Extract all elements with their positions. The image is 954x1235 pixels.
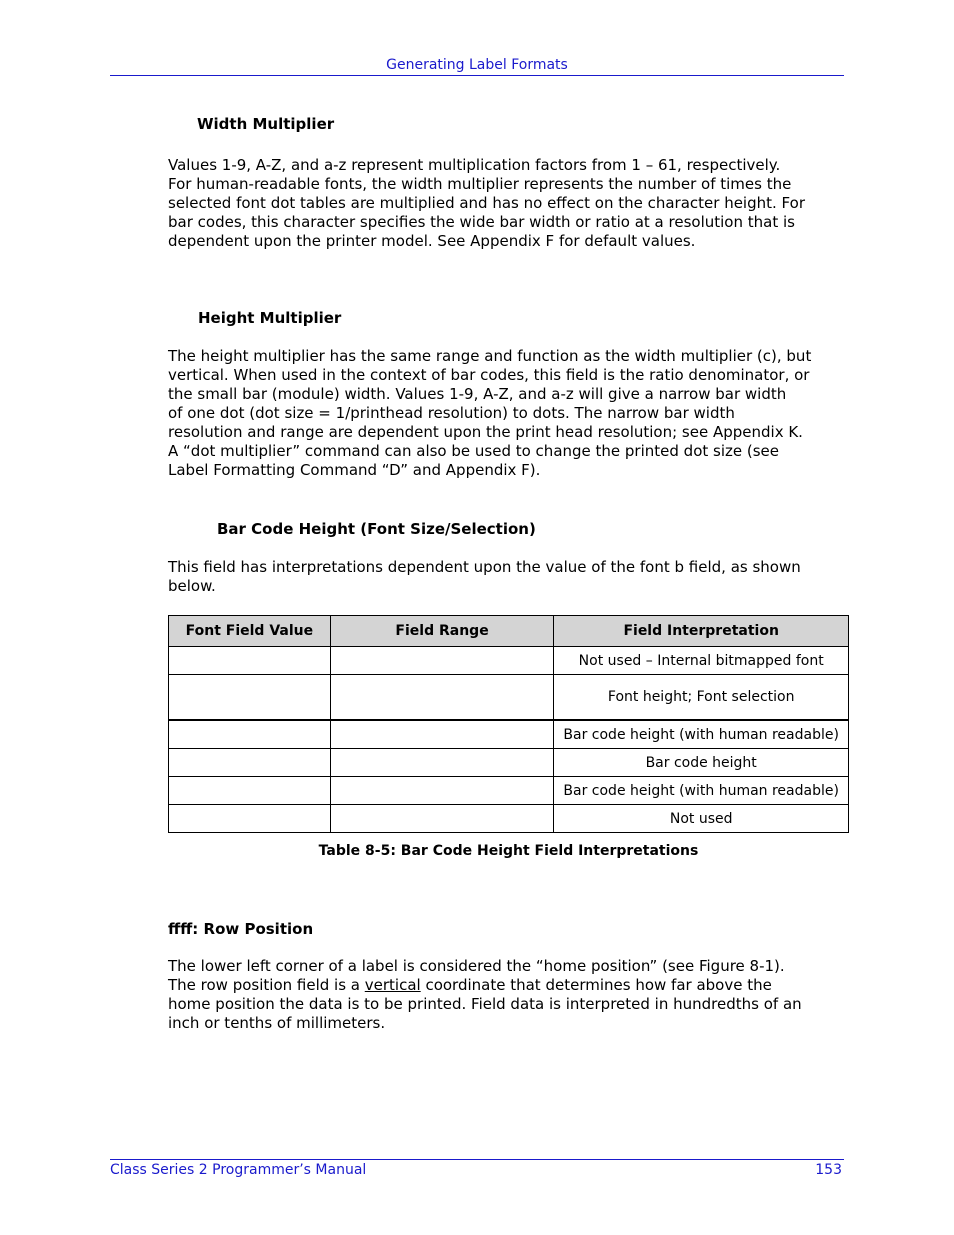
table-cell: Not used	[554, 805, 849, 833]
row-position-paragraph: The lower left corner of a label is considered the “home position” (see Figure 8-1). The row position field is a vertical coordinate that determines how far above the home position the data is to be printed. Field data is interpreted in hundredths of an inch or tenths of millimeters.	[168, 957, 802, 1032]
table-cell: Bar code height (with human readable)	[554, 720, 849, 749]
width-multiplier-paragraph: Values 1-9, A-Z, and a-z represent multiplication factors from 1 – 61, respectively. For human-readable fonts, the width multiplier represents the number of times the selected font dot tables are multiplied and has no effect on the character height. For bar codes, this character specifies the wide bar width or ratio at a resolution that is dependent upon the printer model. See Appendix F for default values.	[168, 156, 805, 250]
footer-page-number: 153	[815, 1162, 842, 1178]
table-cell	[330, 720, 554, 749]
table-caption: Table 8-5: Bar Code Height Field Interpretations	[318, 843, 699, 859]
table-cell	[330, 675, 554, 721]
column-header-field-range: Field Range	[330, 616, 554, 647]
running-header: Generating Label Formats	[386, 57, 568, 73]
footer-rule	[110, 1159, 844, 1160]
table-cell	[330, 749, 554, 777]
height-multiplier-paragraph: The height multiplier has the same range and function as the width multiplier (c), but vertical. When used in the context of bar codes, this field is the ratio denominator, or the small bar (module) width. Values 1-9, A-Z, and a-z will give a narrow bar width of one dot (dot size = 1/printhead resolution) to dots. The narrow bar width resolution and range are dependent upon the print head resolution; see Appendix K. A “dot multiplier” command can also be used to change the printed dot size (see Label Formatting Command “D” and Appendix F).	[168, 347, 812, 479]
table-cell	[330, 777, 554, 805]
width-multiplier-heading: Width Multiplier	[197, 115, 335, 133]
bar-code-height-paragraph: This field has interpretations dependent upon the value of the font b field, as shown below.	[168, 558, 801, 595]
table-row	[169, 675, 849, 721]
bar-code-height-heading: Bar Code Height (Font Size/Selection)	[217, 520, 536, 538]
table-cell	[169, 647, 331, 675]
table-cell	[169, 675, 331, 721]
table-row	[169, 777, 849, 805]
row-position-heading: ffff: Row Position	[168, 920, 314, 938]
header-rule	[110, 75, 844, 76]
vertical-underlined-term: vertical	[364, 976, 421, 994]
table-header-row	[169, 616, 849, 647]
table-cell: Bar code height	[554, 749, 849, 777]
height-multiplier-heading: Height Multiplier	[198, 309, 342, 327]
table-cell: Bar code height (with human readable)	[554, 777, 849, 805]
table-cell	[169, 777, 331, 805]
table-row	[169, 805, 849, 833]
table-cell: Not used – Internal bitmapped font	[554, 647, 849, 675]
column-header-field-interpretation: Field Interpretation	[554, 616, 849, 647]
table-cell: Font height; Font selection	[554, 675, 849, 721]
table-row	[169, 749, 849, 777]
column-header-font-field-value: Font Field Value	[169, 616, 331, 647]
table-cell	[169, 805, 331, 833]
table-cell	[330, 647, 554, 675]
table-row	[169, 720, 849, 749]
table-cell	[330, 805, 554, 833]
footer-manual-title: Class Series 2 Programmer’s Manual	[110, 1162, 367, 1178]
table-cell	[169, 720, 331, 749]
table-cell	[169, 749, 331, 777]
table-row	[169, 647, 849, 675]
bar-code-height-table	[168, 615, 849, 833]
